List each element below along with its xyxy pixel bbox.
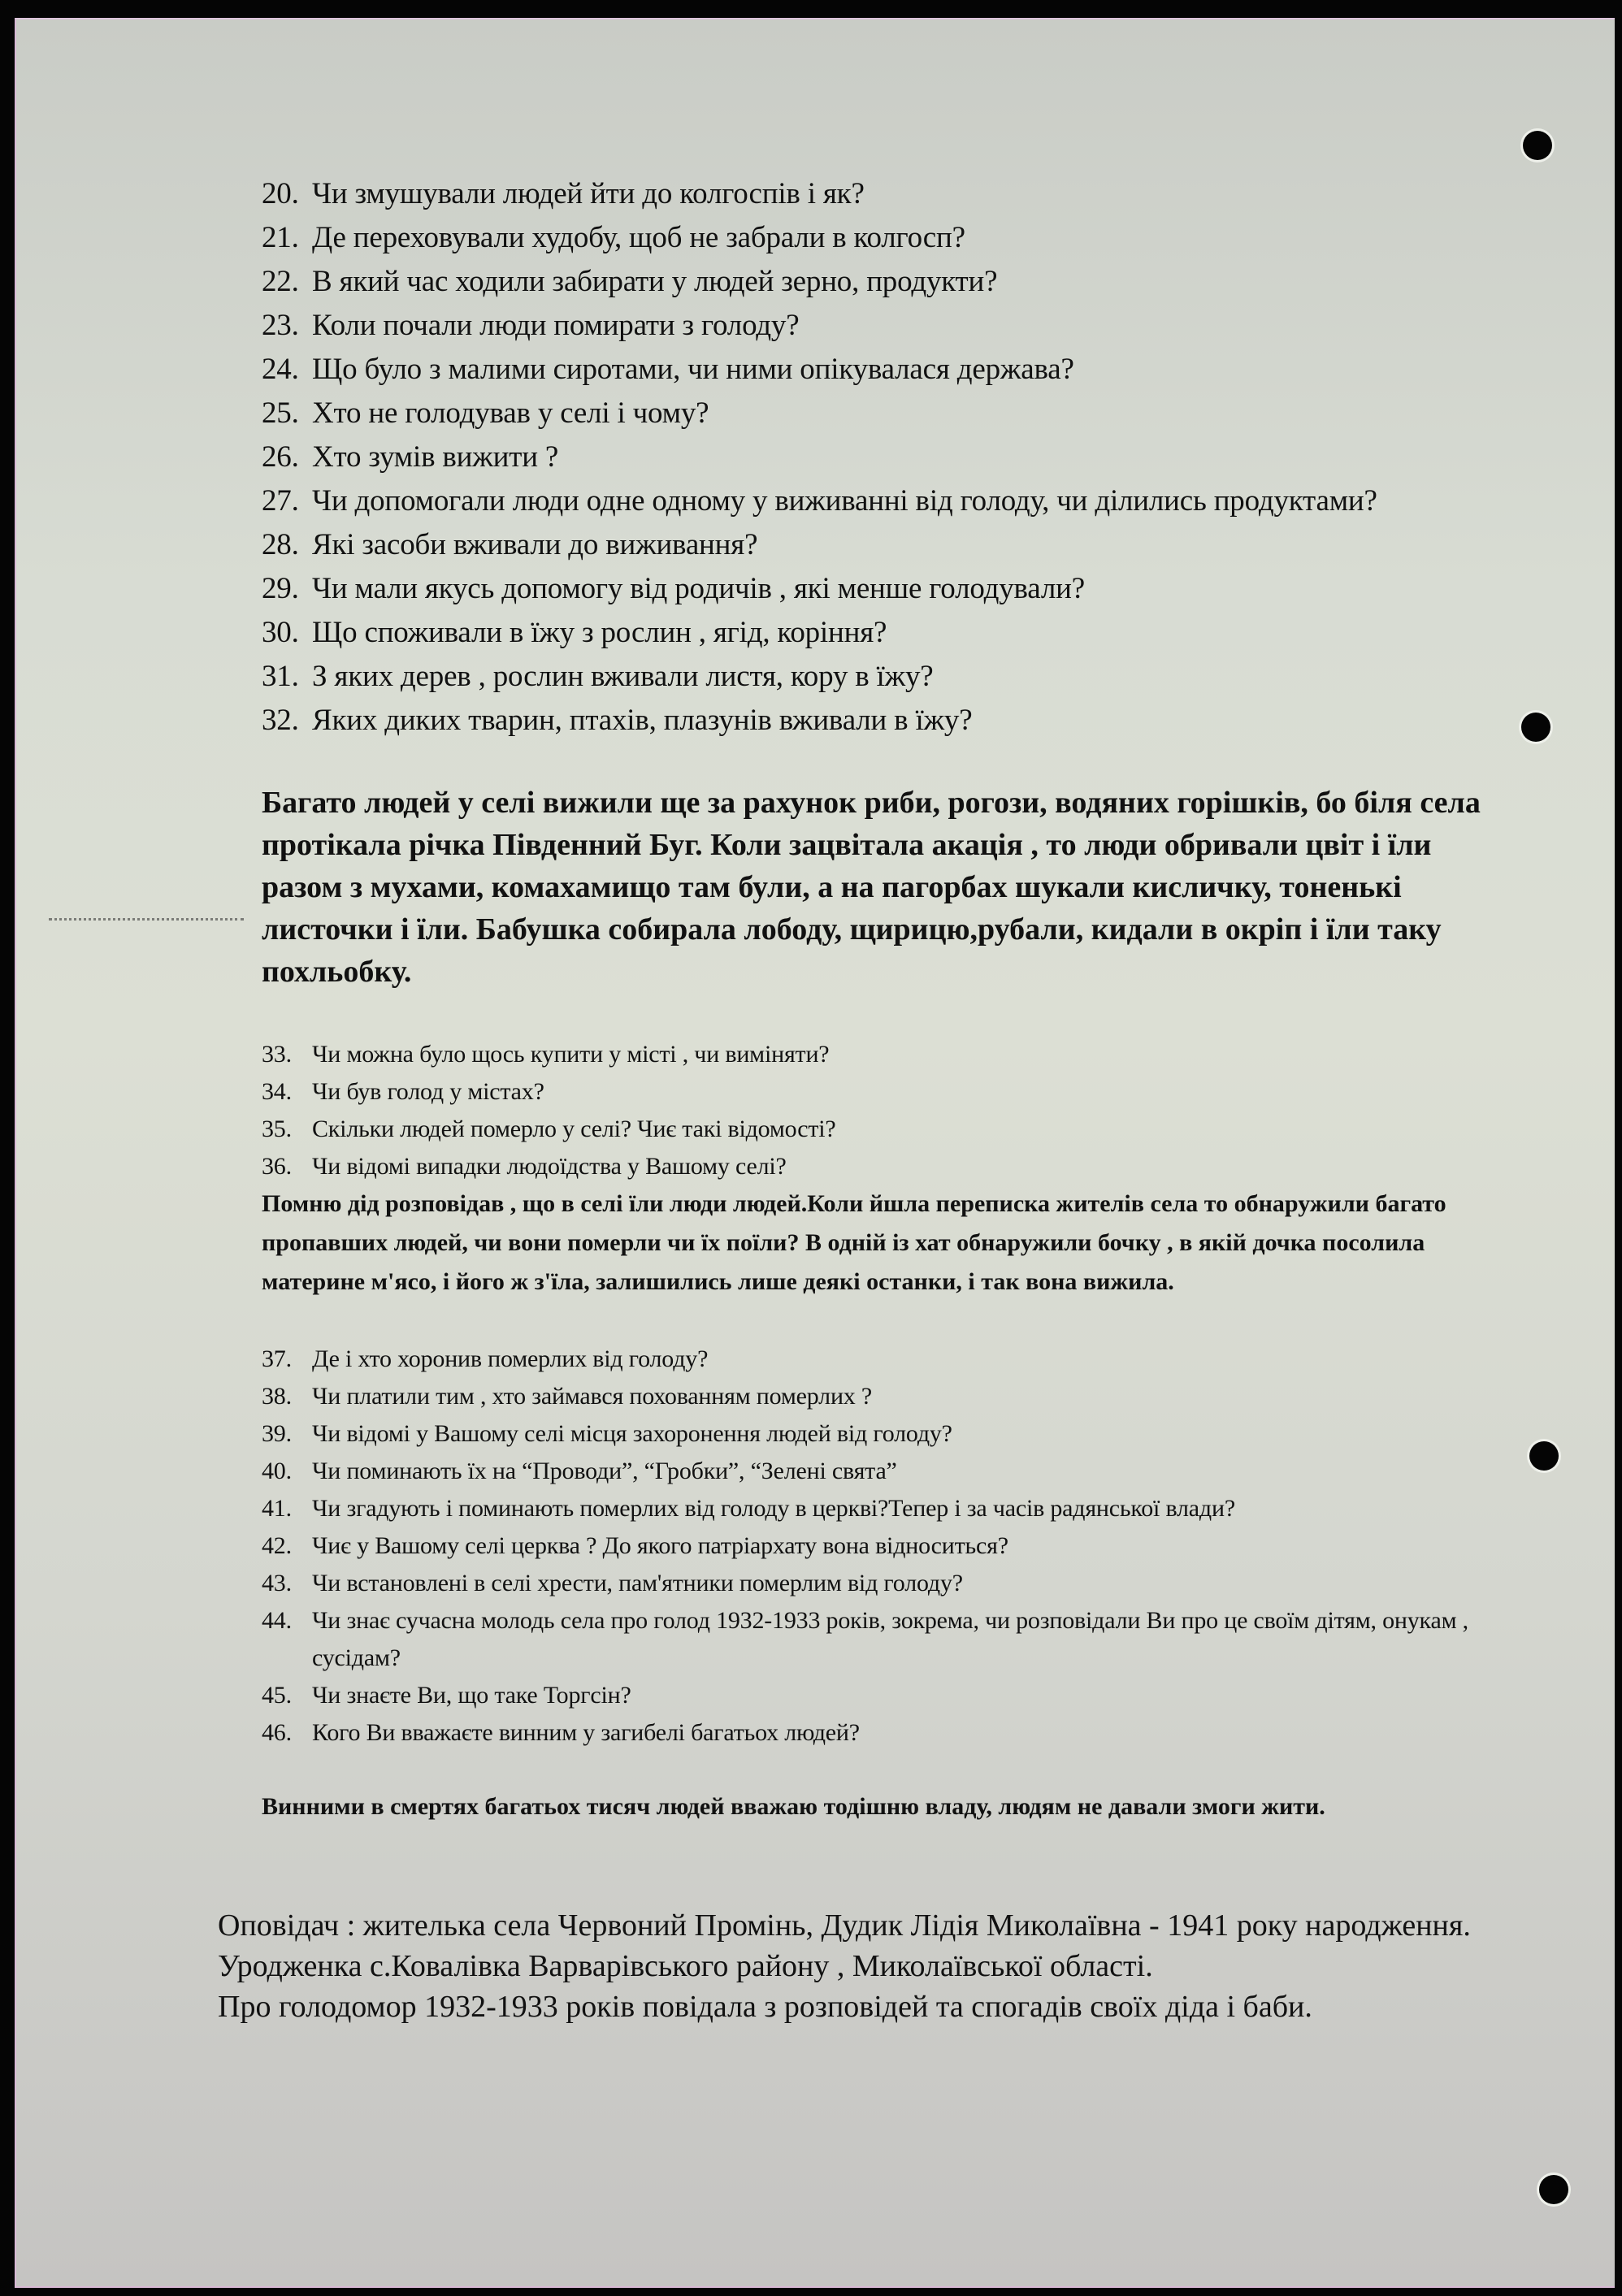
question-number: 38. [262, 1383, 292, 1410]
question-text: В який час ходили забирати у людей зерно, продукти? [312, 265, 998, 298]
question-text: Чи поминають їх на “Проводи”, “Гробки”, “Зелені свята” [312, 1458, 897, 1484]
question-item [262, 1341, 1497, 1378]
answer-paragraph-3: Винними в смертях багатьох тисяч людей вважаю тодішню владу, людям не давали змоги жити. [262, 1793, 1325, 1820]
question-text: Чиє у Вашому селі церква ? До якого патріархату вона відноситься? [312, 1532, 1008, 1559]
question-text: Чи відомі у Вашому селі місця захоронення людей від голоду? [312, 1420, 952, 1447]
question-number: 29. [262, 572, 299, 605]
answer-paragraph-2: Помню дід розповідав , що в селі їли люди людей.Коли йшла переписка жителів села то обнаружили багато пропавших людей, чи вони померли чи їх поїли? В одній із хат обнаружили бочку , в якій дочка посолила материне м'ясо, і його ж з'їла, залишились лише деякі останки, і так вона вижила. [262, 1190, 1446, 1295]
question-item [262, 1490, 1497, 1527]
question-item [262, 172, 1497, 216]
question-item [262, 260, 1497, 304]
question-item [262, 1148, 1497, 1185]
narrator-line-1: Оповідач : жителька села Червоний Промінь, Дудик Лідія Миколаївна - 1941 року народження. [218, 1908, 1471, 1943]
question-number: 39. [262, 1420, 292, 1447]
question-number: 33. [262, 1041, 292, 1068]
question-number: 45. [262, 1682, 292, 1709]
question-number: 37. [262, 1345, 292, 1372]
question-number: 32. [262, 704, 299, 737]
question-item [262, 1565, 1497, 1602]
question-number: 25. [262, 396, 299, 430]
question-text: Чи змушували людей йти до колгоспів і як? [312, 177, 865, 210]
question-number: 40. [262, 1458, 292, 1484]
question-item [262, 304, 1497, 348]
question-number: 27. [262, 484, 299, 518]
question-text: Чи відомі випадки людоїдства у Вашому селі? [312, 1153, 787, 1180]
question-item [262, 392, 1497, 435]
question-item [262, 1714, 1497, 1752]
fold-mark [49, 918, 244, 921]
question-number: 35. [262, 1116, 292, 1142]
punch-hole-icon [1523, 131, 1552, 160]
question-number: 42. [262, 1532, 292, 1559]
narrator-line-3: Про голодомор 1932-1933 років повідала з розповідей та спогадів своїх діда і баби. [218, 1990, 1312, 2024]
question-item [262, 1111, 1497, 1148]
question-list-part3 [262, 1341, 1497, 1752]
question-number: 23. [262, 309, 299, 342]
question-list-part2 [262, 1036, 1497, 1185]
question-item [262, 1073, 1497, 1111]
question-number: 43. [262, 1570, 292, 1596]
question-text: Коли почали люди помирати з голоду? [312, 309, 800, 342]
punch-hole-icon [1539, 2175, 1568, 2204]
question-item [262, 1453, 1497, 1490]
question-number: 36. [262, 1153, 292, 1180]
question-text: Скільки людей померло у селі? Чиє такі відомості? [312, 1116, 836, 1142]
question-text: Чи допомогали люди одне одному у виживанні від голоду, чи ділились продуктами? [312, 484, 1377, 518]
question-text: Чи встановлені в селі хрести, пам'ятники померлим від голоду? [312, 1570, 963, 1596]
question-number: 20. [262, 177, 299, 210]
question-item [262, 567, 1497, 611]
punch-hole-icon [1521, 713, 1550, 742]
question-item [262, 1378, 1497, 1415]
question-text: Які засоби вживали до виживання? [312, 528, 758, 561]
answer-paragraph-1: Багато людей у селі вижили ще за рахунок риби, рогози, водяних горішків, бо біля села протікала річка Південний Буг. Коли зацвітала акація , то люди обривали цвіт і їли разом з мухами, комахамищо там були, а на пагорбах шукали кисличку, тоненькі листочки і їли. Бабушка собирала лободу, щирицю,рубали, кидали в окріп і їли таку похльобку. [262, 786, 1481, 989]
question-item [262, 1602, 1497, 1677]
question-text: З яких дерев , рослин вживали листя, кору в їжу? [312, 660, 934, 693]
question-list-part1 [262, 172, 1497, 743]
question-text: Кого Ви вважаєте винним у загибелі багатьох людей? [312, 1719, 860, 1746]
question-number: 21. [262, 221, 299, 254]
question-text: Де і хто хоронив померлих від голоду? [312, 1345, 709, 1372]
question-item [262, 348, 1497, 392]
question-number: 34. [262, 1078, 292, 1105]
question-text: Чи мали якусь допомогу від родичів , які менше голодували? [312, 572, 1085, 605]
question-item [262, 216, 1497, 260]
question-item [262, 1036, 1497, 1073]
question-item [262, 435, 1497, 479]
question-number: 44. [262, 1607, 292, 1634]
question-number: 26. [262, 440, 299, 474]
question-text: Яких диких тварин, птахів, плазунів вживали в їжу? [312, 704, 973, 737]
question-number: 22. [262, 265, 299, 298]
question-number: 28. [262, 528, 299, 561]
question-number: 41. [262, 1495, 292, 1522]
question-item [262, 611, 1497, 655]
question-item [262, 699, 1497, 743]
question-number: 24. [262, 353, 299, 386]
question-text: Чи можна було щось купити у місті , чи виміняти? [312, 1041, 830, 1068]
question-text: Чи був голод у містах? [312, 1078, 544, 1105]
question-text: Де переховували худобу, щоб не забрали в колгосп? [312, 221, 965, 254]
question-text: Чи знаєте Ви, що таке Торгсін? [312, 1682, 631, 1709]
question-number: 46. [262, 1719, 292, 1746]
question-item [262, 1415, 1497, 1453]
question-text: Чи згадують і поминають померлих від голоду в церкві?Тепер і за часів радянської влади? [312, 1495, 1235, 1522]
question-number: 30. [262, 616, 299, 649]
question-text: Що було з малими сиротами, чи ними опікувалася держава? [312, 353, 1074, 386]
question-item [262, 523, 1497, 567]
question-item [262, 655, 1497, 699]
question-text: Хто зумів вижити ? [312, 440, 559, 474]
question-item [262, 479, 1497, 523]
question-number: 31. [262, 660, 299, 693]
question-text: Чи платили тим , хто займався похованням померлих ? [312, 1383, 873, 1410]
question-item [262, 1677, 1497, 1714]
question-text: Хто не голодував у селі і чому? [312, 396, 709, 430]
narrator-line-2: Уродженка с.Ковалівка Варварівського району , Миколаївської області. [218, 1949, 1153, 1983]
question-text: Чи знає сучасна молодь села про голод 1932-1933 років, зокрема, чи розповідали Ви про це своїм дітям, онукам , сусідам? [312, 1607, 1468, 1671]
narrator-info [218, 1905, 1502, 2027]
punch-hole-icon [1529, 1441, 1559, 1471]
question-text: Що споживали в їжу з рослин , ягід, коріння? [312, 616, 887, 649]
question-item [262, 1527, 1497, 1565]
